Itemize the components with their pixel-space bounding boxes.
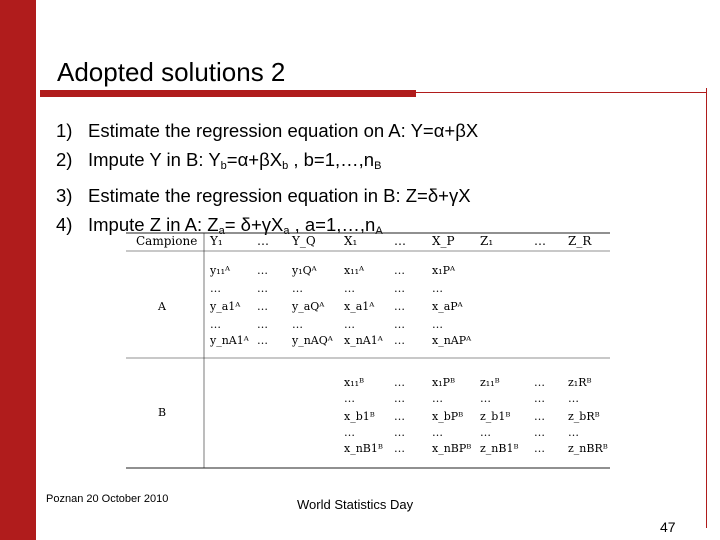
group-b-cell: … bbox=[432, 392, 443, 405]
step-subscript: A bbox=[375, 225, 383, 237]
group-b-cell: z_bRᴮ bbox=[568, 410, 600, 423]
group-a-cell: y_nAQᴬ bbox=[292, 334, 333, 347]
group-a-cell: … bbox=[257, 334, 268, 347]
group-a-cell: … bbox=[257, 282, 268, 295]
group-b-cell: … bbox=[344, 426, 355, 439]
group-b-cell: … bbox=[394, 426, 405, 439]
group-a-cell: … bbox=[257, 318, 268, 331]
group-b-cell: … bbox=[394, 410, 405, 423]
group-a-cell: y_a1ᴬ bbox=[210, 300, 241, 313]
step-subscript: a bbox=[218, 225, 225, 237]
variables-table bbox=[122, 230, 612, 477]
group-a-cell: … bbox=[394, 264, 405, 277]
right-accent-line bbox=[706, 88, 707, 528]
group-b-cell: z_nB1ᴮ bbox=[480, 442, 519, 455]
group-a-cell: y₁Qᴬ bbox=[292, 264, 317, 277]
table-header-cell: Campione bbox=[136, 234, 198, 248]
group-a-cell: … bbox=[394, 318, 405, 331]
step-text: Impute Y in B: Y bbox=[88, 149, 221, 170]
step-text: , a=1,…,n bbox=[289, 214, 376, 235]
group-b-cell: x₁Pᴮ bbox=[432, 376, 456, 389]
page-number: 47 bbox=[660, 519, 676, 535]
group-a-cell: … bbox=[432, 282, 443, 295]
table-header-cell: X₁ bbox=[344, 234, 358, 248]
step-subscript: b bbox=[282, 160, 289, 172]
group-b-cell: … bbox=[394, 392, 405, 405]
title-underline-thin bbox=[416, 92, 706, 93]
footer-date: Poznan 20 October 2010 bbox=[46, 493, 169, 505]
group-a-cell: … bbox=[432, 318, 443, 331]
group-b-cell: … bbox=[534, 426, 545, 439]
step-subscript: a bbox=[283, 225, 290, 237]
group-a-cell: x₁₁ᴬ bbox=[344, 264, 365, 277]
variables-table-svg bbox=[122, 230, 612, 472]
step-subscript: b bbox=[220, 160, 227, 172]
group-b-cell: x_b1ᴮ bbox=[344, 410, 375, 423]
group-a-cell: x_nA1ᴬ bbox=[344, 334, 383, 347]
group-a-cell: … bbox=[210, 318, 221, 331]
step-number: 4) bbox=[56, 214, 73, 235]
group-a-cell: … bbox=[394, 334, 405, 347]
table-header-cell: … bbox=[534, 234, 546, 248]
table-header-cell: Y_Q bbox=[292, 234, 316, 248]
group-b-cell: … bbox=[534, 410, 545, 423]
group-b-cell: … bbox=[534, 392, 545, 405]
group-b-cell: … bbox=[534, 442, 545, 455]
group-b-cell: … bbox=[394, 376, 405, 389]
step-text: Estimate the regression equation on A: Y=α+βX bbox=[88, 120, 479, 141]
step-item bbox=[56, 116, 478, 145]
group-b-cell: … bbox=[480, 392, 491, 405]
group-a-cell: x_aPᴬ bbox=[432, 300, 463, 313]
step-text: Impute Z in A: Z bbox=[88, 214, 219, 235]
group-a-cell: y_aQᴬ bbox=[292, 300, 325, 313]
group-a-cell: … bbox=[394, 300, 405, 313]
step-number: 3) bbox=[56, 185, 73, 206]
table-header-cell: … bbox=[394, 234, 406, 248]
group-b-cell: … bbox=[534, 376, 545, 389]
group-b-cell: x₁₁ᴮ bbox=[344, 376, 365, 389]
group-b-cell: z_nBRᴮ bbox=[568, 442, 608, 455]
group-a-cell: … bbox=[257, 300, 268, 313]
group-b-cell: x_nB1ᴮ bbox=[344, 442, 383, 455]
steps-list bbox=[56, 116, 478, 246]
table-header-cell: X_P bbox=[432, 234, 455, 248]
step-item bbox=[56, 145, 478, 181]
group-a-cell: … bbox=[210, 282, 221, 295]
step-text: , b=1,…,n bbox=[288, 149, 375, 170]
group-b-cell: … bbox=[344, 392, 355, 405]
group-a-cell: … bbox=[394, 282, 405, 295]
step-number: 1) bbox=[56, 120, 73, 141]
title-underline-thick bbox=[40, 90, 416, 97]
group-b-cell: z_b1ᴮ bbox=[480, 410, 511, 423]
group-b-cell: z₁₁ᴮ bbox=[480, 376, 500, 389]
group-b-cell: … bbox=[568, 392, 579, 405]
step-number: 2) bbox=[56, 149, 73, 170]
group-b-cell: z₁Rᴮ bbox=[568, 376, 592, 389]
table-header-cell: Z₁ bbox=[480, 234, 494, 248]
left-accent-bar bbox=[0, 0, 36, 540]
group-b-cell: … bbox=[480, 426, 491, 439]
group-a-cell: … bbox=[292, 282, 303, 295]
group-a-cell: x_a1ᴬ bbox=[344, 300, 375, 313]
step-subscript: B bbox=[374, 160, 382, 172]
group-b-cell: x_bPᴮ bbox=[432, 410, 464, 423]
step-item bbox=[56, 181, 478, 210]
group-a-cell: … bbox=[344, 318, 355, 331]
table-header-cell: Z_R bbox=[568, 234, 592, 248]
group-b-cell: … bbox=[394, 442, 405, 455]
group-a-cell: x₁Pᴬ bbox=[432, 264, 456, 277]
group-b-cell: x_nBPᴮ bbox=[432, 442, 472, 455]
slide-title: Adopted solutions 2 bbox=[57, 57, 286, 88]
group-a-cell: y_nA1ᴬ bbox=[210, 334, 249, 347]
group-a-label: A bbox=[158, 300, 166, 313]
group-a-cell: y₁₁ᴬ bbox=[210, 264, 231, 277]
group-b-cell: … bbox=[568, 426, 579, 439]
step-text: Estimate the regression equation in B: Z=δ+γX bbox=[88, 185, 471, 206]
group-b-label: B bbox=[158, 406, 167, 419]
group-a-cell: … bbox=[257, 264, 268, 277]
group-a-cell: x_nAPᴬ bbox=[432, 334, 472, 347]
table-header-cell: Y₁ bbox=[210, 234, 223, 248]
table-header-cell: … bbox=[257, 234, 269, 248]
group-b-cell: … bbox=[432, 426, 443, 439]
step-text: = δ+γX bbox=[224, 214, 284, 235]
group-a-cell: … bbox=[344, 282, 355, 295]
step-text: =α+βX bbox=[226, 149, 283, 170]
footer-event: World Statistics Day bbox=[297, 497, 414, 512]
group-a-cell: … bbox=[292, 318, 303, 331]
